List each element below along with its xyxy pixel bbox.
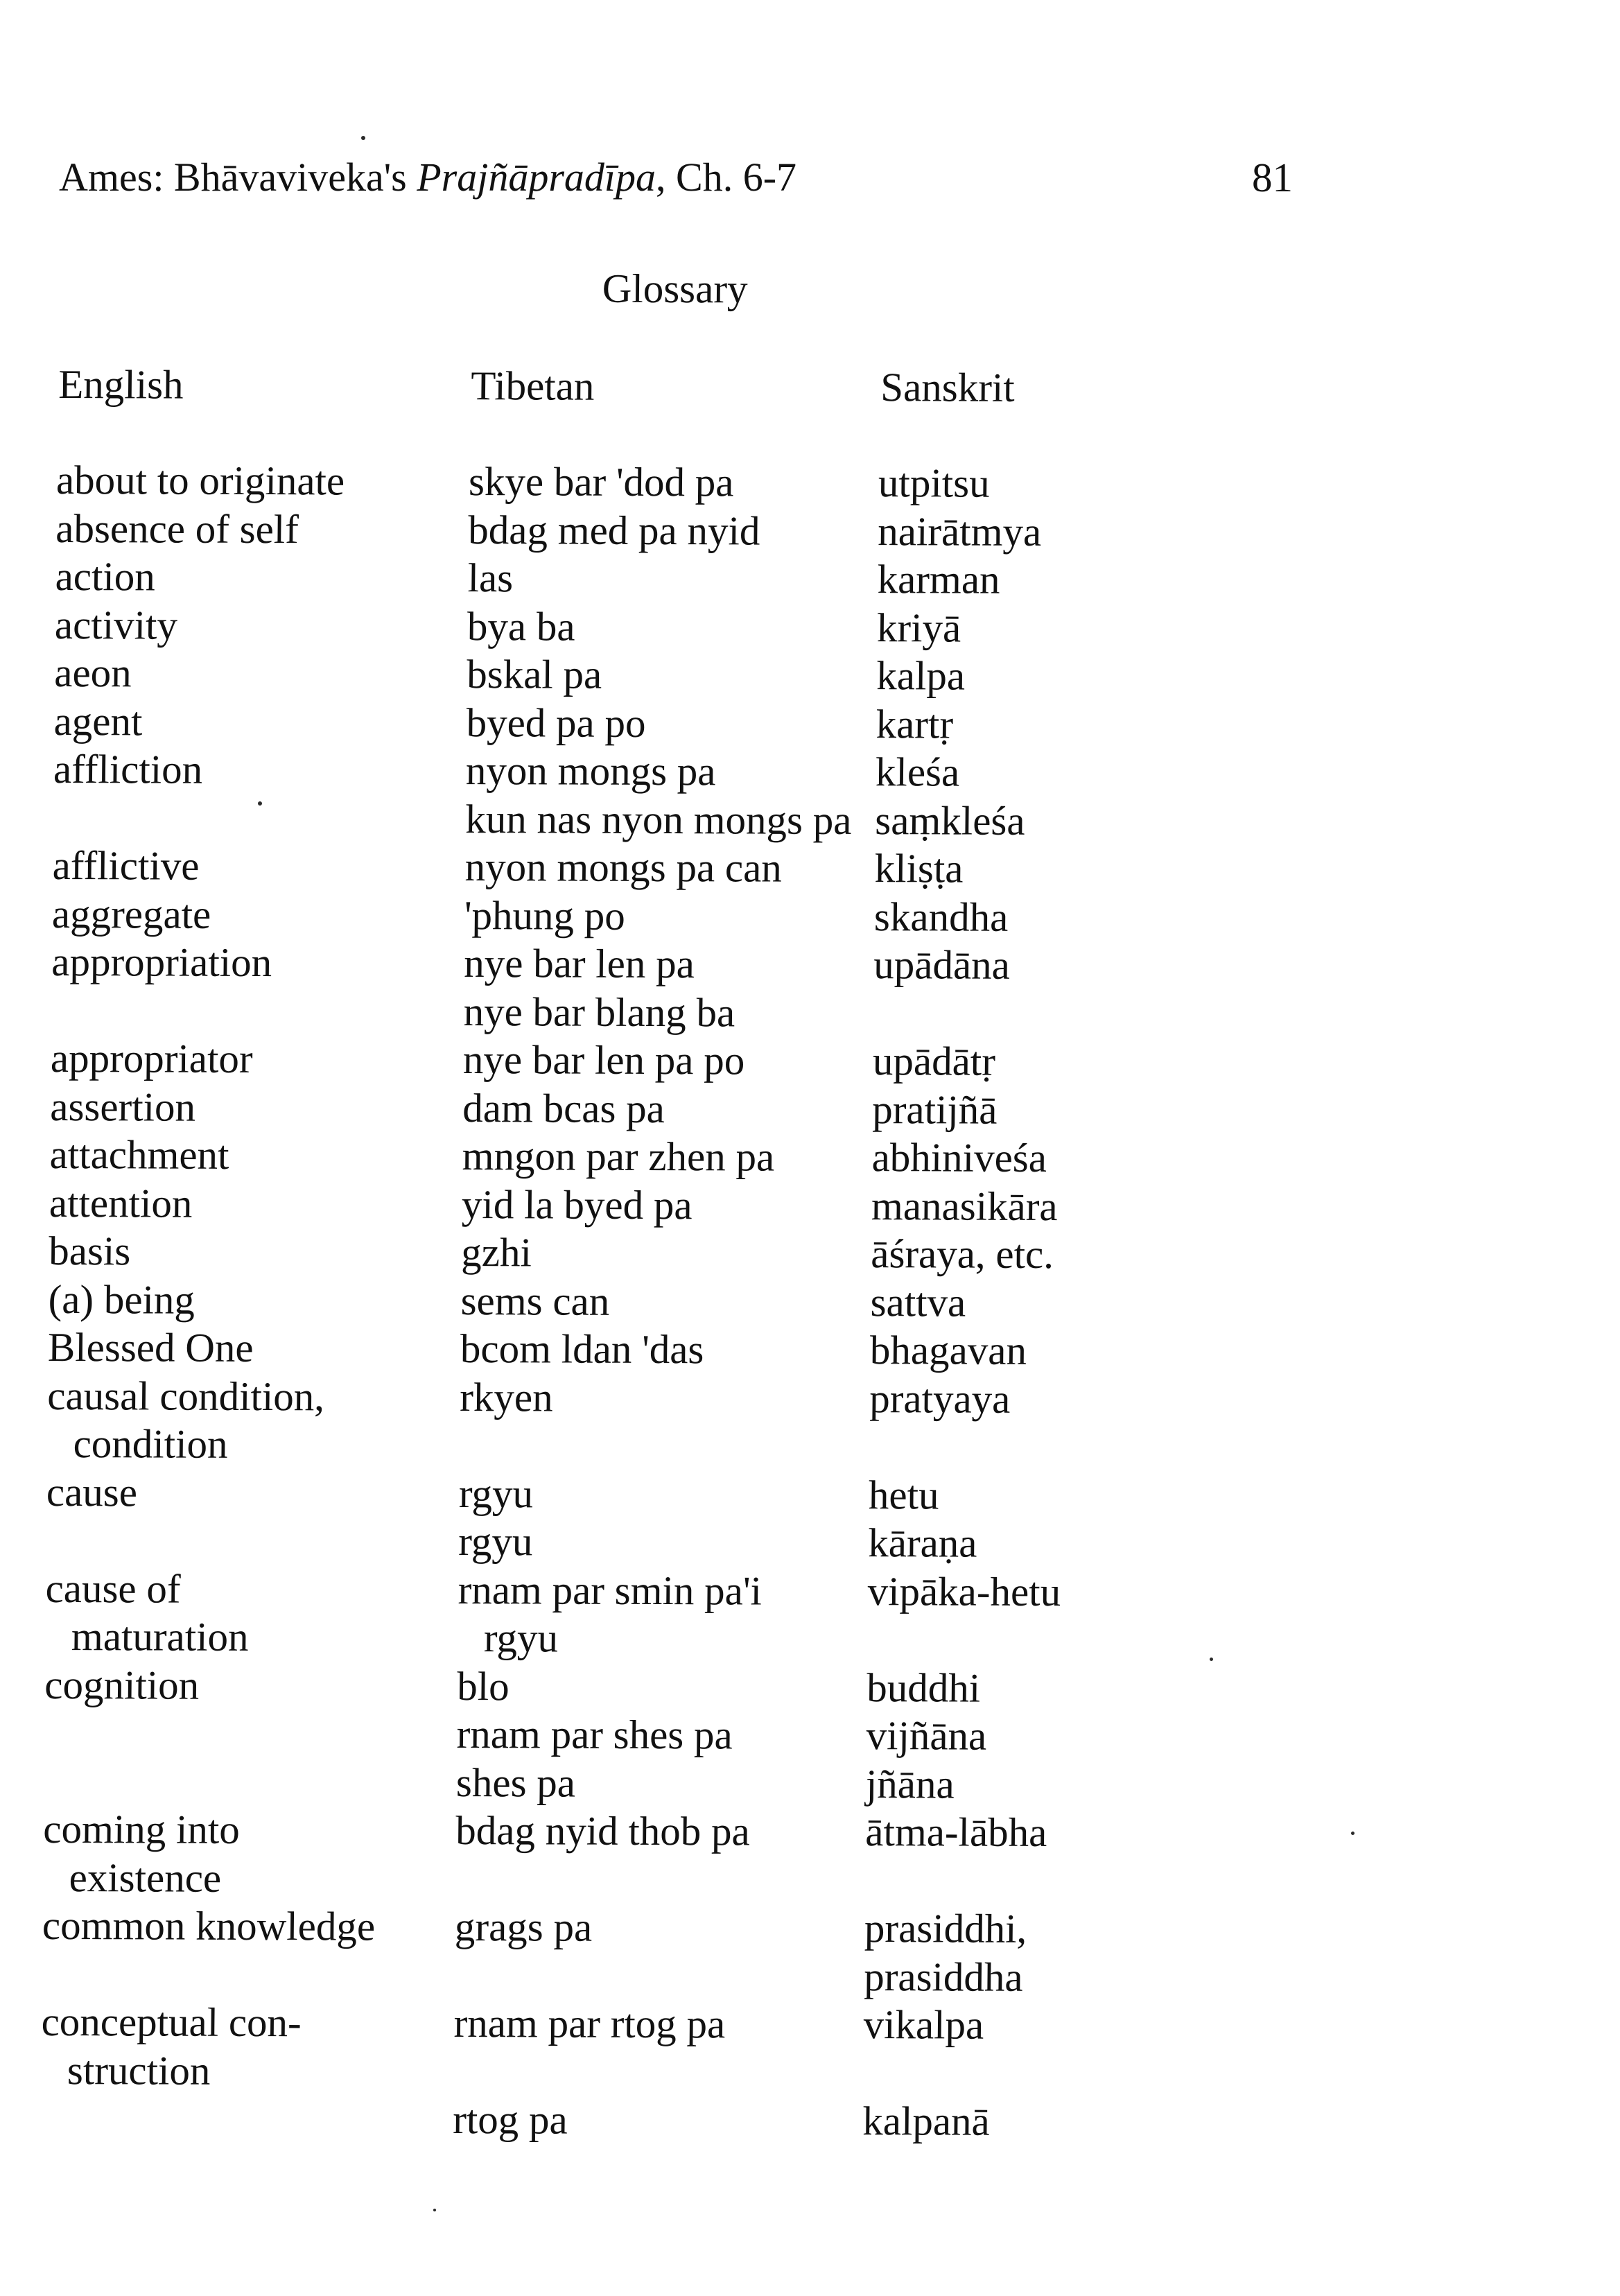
english-term	[49, 1131, 462, 1181]
english-term-line: absence of self	[55, 505, 299, 552]
tibetan-term-line: rtog pa	[453, 2096, 568, 2143]
english-term-line: aggregate	[51, 890, 211, 937]
sanskrit-term	[874, 893, 1208, 942]
tibetan-term-line: bskal pa	[467, 651, 602, 697]
tibetan-term-line: grags pa	[454, 1904, 593, 1950]
tibetan-term-line: rgyu	[458, 1518, 533, 1565]
glossary-entry	[53, 793, 1208, 845]
english-term-line: (a) being	[48, 1276, 195, 1323]
english-term-line: action	[55, 553, 156, 600]
sanskrit-term-line: ātma-lābha	[865, 1809, 1047, 1856]
sanskrit-term-line: sattva	[870, 1278, 966, 1325]
sanskrit-term-line: abhiniveśa	[871, 1134, 1047, 1181]
english-term-line: maturation	[71, 1613, 249, 1660]
tibetan-term	[469, 458, 879, 507]
sanskrit-term	[873, 941, 1207, 990]
tibetan-term	[462, 1084, 873, 1134]
glossary-entry	[41, 1998, 1196, 2098]
sanskrit-term-line: pratijñā	[872, 1086, 998, 1133]
sanskrit-term-line: kalpa	[876, 652, 966, 699]
english-term-line: attention	[49, 1179, 193, 1226]
english-term	[44, 1757, 457, 1807]
english-term	[55, 600, 468, 650]
glossary-entry	[50, 1082, 1205, 1134]
tibetan-term-line: rkyen	[460, 1373, 553, 1420]
tibetan-term-line: nye bar blang ba	[463, 988, 735, 1035]
english-term-line: appropriator	[50, 1034, 253, 1081]
sanskrit-term	[876, 748, 1209, 797]
sanskrit-term	[869, 1375, 1202, 1472]
glossary-entry	[46, 1516, 1201, 1568]
tibetan-term	[463, 988, 873, 1038]
running-head-work-title: Prajñāpradīpa	[417, 155, 656, 200]
tibetan-term	[458, 1517, 869, 1567]
tibetan-term	[460, 1277, 871, 1327]
tibetan-term-line: rgyu	[483, 1615, 559, 1661]
sanskrit-term	[877, 604, 1210, 653]
tibetan-term-line: mngon par zhen pa	[462, 1133, 775, 1180]
english-term-line: appropriation	[51, 938, 272, 986]
english-term-line: common knowledge	[42, 1902, 376, 1949]
tibetan-term	[465, 795, 876, 845]
sanskrit-term	[866, 1664, 1200, 1713]
sanskrit-term	[871, 1230, 1204, 1279]
glossary-entry	[56, 456, 1212, 508]
glossary-entry	[51, 986, 1206, 1038]
english-term-line: attachment	[49, 1131, 229, 1178]
english-term	[52, 889, 465, 939]
tibetan-term	[464, 843, 875, 893]
english-term	[53, 745, 467, 795]
sanskrit-term-line: vijñāna	[866, 1712, 987, 1759]
sanskrit-term	[871, 1182, 1205, 1231]
tibetan-term	[456, 1759, 866, 1809]
sanskrit-term-line: bhagavan	[869, 1327, 1027, 1373]
tibetan-term-line: kun nas nyon mongs pa	[465, 795, 852, 843]
glossary-entry	[46, 1371, 1202, 1472]
english-term	[44, 1660, 458, 1710]
english-term-line: assertion	[50, 1083, 196, 1130]
sanskrit-term-line: pratyaya	[869, 1375, 1011, 1422]
sanskrit-term-line: saṃkleśa	[875, 797, 1025, 844]
sanskrit-term-line: upādātṛ	[872, 1038, 996, 1084]
english-term-line: basis	[49, 1227, 131, 1274]
glossary-entry	[42, 1805, 1198, 1906]
tibetan-term-line: yid la byed pa	[461, 1181, 693, 1228]
glossary-entry	[42, 1902, 1197, 2002]
tibetan-term-line: dam bcas pa	[462, 1084, 665, 1131]
english-term-line: afflictive	[52, 842, 200, 889]
glossary-entry	[44, 1660, 1200, 1712]
sanskrit-term	[864, 1904, 1197, 2002]
tibetan-term	[467, 650, 877, 700]
tibetan-term-line: rnam par smin pa'i	[458, 1566, 763, 1614]
english-term	[50, 1082, 463, 1132]
sanskrit-term	[870, 1326, 1203, 1375]
glossary-title: Glossary	[602, 265, 748, 312]
tibetan-term-line: blo	[457, 1662, 510, 1709]
english-term	[44, 1709, 457, 1759]
glossary-entry	[55, 600, 1210, 652]
tibetan-term-line: bdag nyid thob pa	[455, 1807, 751, 1854]
column-header-english: English	[58, 361, 184, 408]
glossary-entry	[52, 842, 1208, 894]
scan-speck	[433, 2209, 436, 2211]
running-head-author: Ames: Bhāvaviveka's	[59, 155, 407, 200]
sanskrit-term-line: buddhi	[866, 1664, 981, 1711]
sanskrit-term	[871, 1133, 1205, 1183]
sanskrit-term-line: vikalpa	[863, 2001, 984, 2048]
tibetan-term	[462, 1181, 872, 1230]
sanskrit-term	[878, 507, 1211, 557]
glossary-entry	[48, 1323, 1203, 1375]
glossary-entry	[53, 697, 1209, 749]
glossary-entry	[51, 1034, 1206, 1086]
tibetan-term	[453, 1999, 864, 2097]
sanskrit-term	[877, 555, 1210, 605]
english-term	[54, 649, 467, 699]
sanskrit-term	[862, 2097, 1196, 2146]
english-term	[51, 986, 464, 1036]
tibetan-term	[459, 1470, 869, 1520]
sanskrit-term-line: kleśa	[875, 749, 960, 795]
english-term	[48, 1275, 461, 1325]
glossary-entry	[53, 745, 1209, 797]
english-term-line: struction	[67, 2046, 211, 2094]
tibetan-term-line: bdag med pa nyid	[468, 506, 760, 554]
page-number: 81	[1252, 155, 1293, 200]
sanskrit-term-line: vipāka-hetu	[867, 1567, 1061, 1615]
sanskrit-term	[874, 844, 1208, 894]
glossary-entry	[55, 553, 1210, 605]
sanskrit-term-line: prasiddhi,	[864, 1905, 1027, 1951]
sanskrit-term	[873, 1037, 1206, 1086]
sanskrit-term-line: kriyā	[876, 604, 961, 651]
english-term	[55, 553, 468, 602]
tibetan-term	[466, 699, 876, 749]
scan-speck	[258, 801, 262, 806]
tibetan-term-line: 'phung po	[464, 892, 626, 939]
sanskrit-term	[872, 1086, 1205, 1135]
sanskrit-term	[866, 1760, 1199, 1809]
english-term-line: activity	[54, 601, 178, 648]
tibetan-term	[467, 602, 878, 652]
tibetan-term	[462, 1132, 872, 1182]
tibetan-term-line: byed pa po	[466, 699, 646, 746]
english-term	[52, 842, 465, 892]
sanskrit-term-line: manasikāra	[871, 1182, 1058, 1229]
english-term-line: causal condition,	[47, 1372, 325, 1419]
tibetan-term	[460, 1325, 871, 1375]
tibetan-term-line: shes pa	[455, 1759, 576, 1806]
tibetan-term	[457, 1662, 867, 1712]
english-term-line: coming into	[43, 1805, 241, 1852]
sanskrit-term	[866, 1712, 1199, 1761]
scan-speck	[1210, 1658, 1213, 1661]
english-term	[45, 1564, 458, 1662]
tibetan-term	[463, 1036, 873, 1086]
tibetan-term-line: bcom ldan 'das	[460, 1325, 704, 1373]
tibetan-term-line: rnam par rtog pa	[453, 2000, 726, 2047]
glossary-entry	[51, 938, 1207, 990]
english-term	[55, 504, 469, 554]
tibetan-term-line: nyon mongs pa	[465, 747, 716, 794]
sanskrit-term	[876, 700, 1209, 749]
column-header-sanskrit: Sanskrit	[880, 364, 1016, 410]
glossary-entry	[45, 1564, 1201, 1664]
tibetan-term-line: nye bar len pa	[464, 940, 695, 987]
tibetan-term	[454, 1903, 864, 2001]
sanskrit-term	[868, 1519, 1201, 1568]
english-term-line: agent	[53, 697, 143, 744]
glossary-entry	[49, 1179, 1205, 1230]
sanskrit-term-line: kliṣṭa	[874, 845, 964, 892]
tibetan-term-line: nye bar len pa po	[462, 1036, 745, 1084]
glossary-entry	[40, 2094, 1196, 2146]
sanskrit-term-line: upādāna	[873, 941, 1011, 988]
sanskrit-term-line: hetu	[868, 1471, 939, 1517]
sanskrit-term-line: āśraya, etc.	[871, 1230, 1054, 1278]
english-term	[42, 1805, 455, 1903]
sanskrit-term-line: utpitsu	[878, 460, 990, 506]
english-term	[40, 2094, 453, 2144]
tibetan-term-line: gzhi	[461, 1229, 532, 1276]
glossary-entry	[44, 1709, 1199, 1761]
glossary-entries	[40, 456, 1211, 2146]
english-term-line: existence	[69, 1854, 222, 1901]
english-term-line: conceptual con-	[41, 1998, 302, 2046]
tibetan-term	[464, 892, 875, 941]
sanskrit-term-line: prasiddha	[864, 1953, 1024, 2000]
glossary-entry	[44, 1757, 1199, 1809]
tibetan-term	[468, 506, 878, 556]
glossary-entry	[46, 1468, 1202, 1520]
sanskrit-term	[875, 797, 1208, 846]
sanskrit-term-line: kartṛ	[876, 700, 954, 747]
english-term-line: condition	[73, 1420, 228, 1467]
english-term-line: cause	[46, 1468, 138, 1515]
english-term	[56, 456, 469, 506]
glossary-entry	[55, 504, 1211, 556]
tibetan-term	[456, 1710, 866, 1760]
english-term	[41, 1998, 454, 2096]
english-term-line: aeon	[54, 649, 132, 696]
tibetan-term	[453, 2096, 863, 2146]
english-term	[53, 697, 467, 747]
sanskrit-term-line: skandha	[873, 893, 1009, 940]
english-term-line: Blessed One	[47, 1323, 254, 1371]
sanskrit-term	[864, 1808, 1198, 1906]
sanskrit-term	[876, 652, 1210, 701]
english-term-line: affliction	[53, 745, 203, 792]
sanskrit-term	[870, 1278, 1203, 1328]
sanskrit-term-line: kāraṇa	[868, 1520, 977, 1566]
tibetan-term	[467, 554, 878, 604]
sanskrit-term	[878, 459, 1212, 508]
column-header-tibetan: Tibetan	[471, 363, 595, 409]
glossary-entry	[52, 889, 1208, 941]
scan-speck	[1351, 1832, 1355, 1835]
glossary-entry	[49, 1131, 1205, 1183]
sanskrit-term-line: nairātmya	[878, 507, 1042, 555]
english-term	[51, 1034, 464, 1084]
sanskrit-term-line: kalpanā	[862, 2098, 991, 2144]
sanskrit-term-line: jñāna	[865, 1760, 955, 1807]
tibetan-term-line: las	[467, 555, 514, 601]
column-headers	[58, 360, 1214, 412]
tibetan-term-line: rgyu	[458, 1470, 534, 1516]
tibetan-term	[459, 1373, 869, 1471]
english-term-line: about to originate	[55, 457, 345, 504]
english-term	[51, 938, 464, 988]
sanskrit-term	[869, 1471, 1202, 1520]
english-term	[46, 1371, 460, 1469]
english-term	[48, 1323, 461, 1373]
english-term-line: cause of	[45, 1565, 181, 1612]
running-head-chapter: , Ch. 6-7	[656, 155, 797, 200]
tibetan-term	[455, 1807, 865, 1904]
english-term	[49, 1227, 462, 1277]
glossary-entry	[49, 1227, 1204, 1279]
sanskrit-term	[873, 989, 1206, 1038]
tibetan-term-line: nyon mongs pa can	[464, 844, 783, 891]
tibetan-term	[464, 939, 874, 989]
english-term	[42, 1902, 455, 1999]
tibetan-term-line: skye bar 'dod pa	[468, 458, 734, 505]
english-term	[46, 1516, 459, 1566]
tibetan-term-line: bya ba	[467, 602, 575, 650]
english-term-line: cognition	[44, 1661, 200, 1708]
tibetan-term	[458, 1566, 868, 1664]
tibetan-term-line: sems can	[460, 1277, 610, 1324]
glossary-entry	[54, 649, 1210, 701]
sanskrit-term	[863, 2001, 1196, 2098]
tibetan-term	[461, 1228, 871, 1278]
tibetan-term-line: rnam par shes pa	[456, 1711, 733, 1758]
scan-speck	[361, 136, 365, 140]
glossary-entry	[48, 1275, 1203, 1327]
english-term	[49, 1179, 462, 1228]
english-term	[46, 1468, 460, 1517]
sanskrit-term-line: karman	[877, 556, 1000, 602]
sanskrit-term	[867, 1567, 1201, 1665]
tibetan-term	[466, 747, 876, 797]
